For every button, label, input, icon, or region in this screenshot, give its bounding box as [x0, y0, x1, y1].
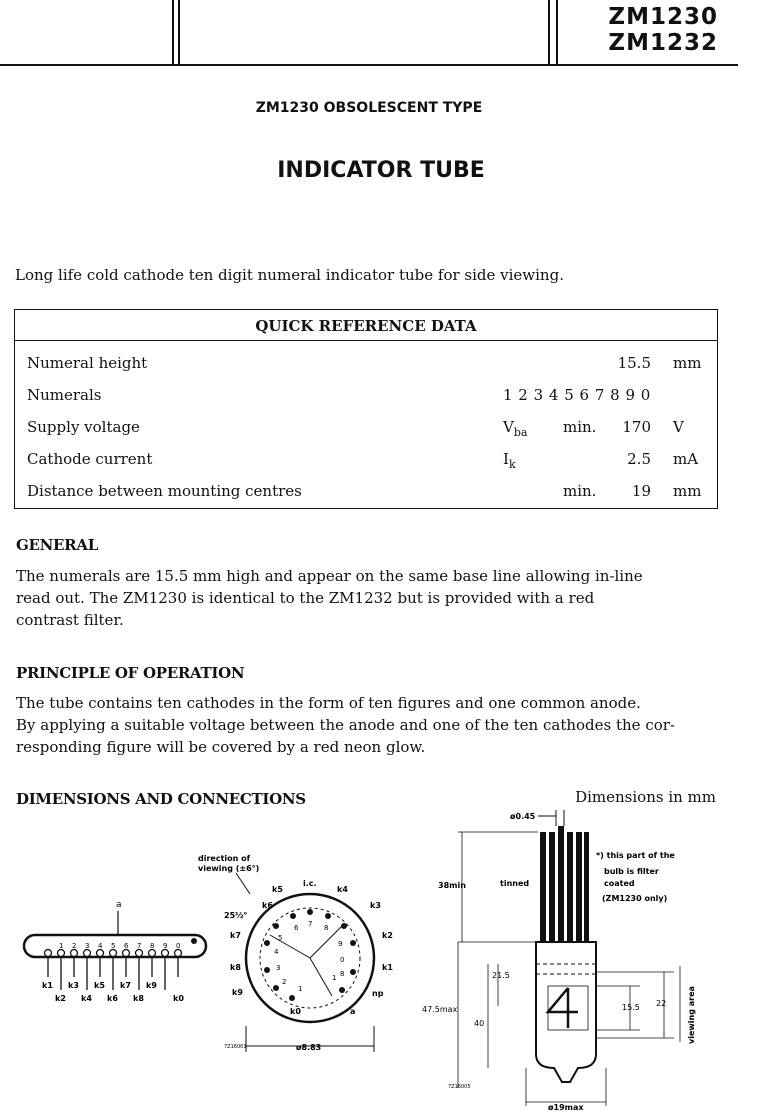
pin-label: k4 [81, 994, 92, 1003]
row-value: 2.5 [627, 450, 651, 468]
pin-number: 3 [276, 964, 281, 972]
header-divider [556, 0, 558, 64]
header-top-rule [0, 64, 738, 66]
pin-label: k3 [68, 981, 79, 990]
angle-label: 25½° [224, 911, 248, 920]
pin-number: 5 [278, 934, 283, 942]
dim-475: 47.5max [422, 1005, 458, 1014]
filter-note [596, 851, 675, 903]
pin-number: 2 [282, 978, 287, 986]
model-number: ZM1232 [608, 30, 718, 56]
anode-pin [191, 938, 197, 944]
tinned-label: tinned [500, 879, 530, 888]
pin-label: k0 [173, 994, 184, 1003]
dim-155: 15.5 [622, 1003, 640, 1012]
base-pin-drawing [20, 895, 210, 1015]
header-divider [178, 0, 180, 64]
text-line: read out. The ZM1230 is identical to the ZM1232 but is provided with a red [16, 589, 595, 607]
text-line: The tube contains ten cathodes in the form of ten figures and one common anode. [16, 694, 641, 712]
pin-label: k5 [272, 885, 283, 894]
circle-diameter: ø8.83 [296, 1043, 322, 1052]
inner-pin-numbers [274, 920, 344, 993]
page-title: INDICATOR TUBE [277, 158, 485, 183]
quick-reference-table [14, 309, 718, 509]
bottom-diameter: ø19max [548, 1103, 584, 1112]
row-value: 170 [622, 418, 651, 436]
model-number: ZM1230 [608, 4, 718, 30]
drawing-ref: 7Z16001 [224, 1044, 247, 1050]
pin-label: k8 [230, 963, 241, 972]
symbol-letter: V [503, 418, 514, 436]
text-line: contrast filter. [16, 611, 124, 629]
pin-label: k7 [120, 981, 131, 990]
dim-215: 21.5 [492, 971, 510, 980]
row-label: Numerals [27, 386, 102, 404]
pin-label: np [372, 989, 384, 998]
pin-label: a [350, 1007, 356, 1016]
header-divider [548, 0, 550, 64]
pin-number: 6 [294, 924, 299, 932]
pin-label: 5 [111, 942, 116, 950]
pin-label: 9 [163, 942, 168, 950]
pin-label: k9 [232, 988, 243, 997]
length-dim: 38min [438, 881, 466, 890]
pin-circle-drawing [198, 848, 410, 1058]
dim-40: 40 [474, 1019, 485, 1028]
pin-label: k6 [262, 901, 273, 910]
outer-pin-labels [230, 885, 393, 1016]
table-row [15, 443, 717, 475]
pin-number: 1 [298, 985, 303, 993]
anode-label: a [116, 900, 122, 910]
pin-number: 9 [338, 940, 343, 948]
pin-label: k7 [230, 931, 241, 940]
pin-number: 7 [308, 920, 313, 928]
row-unit: mm [673, 482, 702, 500]
row-label: Distance between mounting centres [27, 482, 302, 500]
pin-number: 1 [332, 974, 337, 982]
text-line: The numerals are 15.5 mm high and appear on the same base line allowing in-line [16, 567, 643, 585]
pin-top-labels [59, 942, 180, 950]
pin-row [45, 950, 182, 957]
dim-22: 22 [656, 999, 667, 1008]
lead-wires [540, 826, 589, 942]
note-line: (ZM1230 only) [602, 894, 668, 903]
pin-label: k3 [370, 901, 381, 910]
pin-label: 6 [124, 942, 129, 950]
general-text [16, 565, 721, 631]
section-heading-principle: PRINCIPLE OF OPERATION [16, 664, 245, 682]
pin-label: 8 [150, 942, 155, 950]
quick-reference-title: QUICK REFERENCE DATA [15, 310, 717, 341]
pin-number: 0 [340, 956, 345, 964]
numerals-list: 1 2 3 4 5 6 7 8 9 0 [503, 386, 651, 404]
pin-label: k0 [290, 1007, 301, 1016]
viewing-note: viewing (±6°) [198, 864, 260, 873]
row-unit: V [673, 418, 684, 436]
pin-number: 4 [274, 948, 279, 956]
viewing-area-label: viewing area [687, 986, 696, 1044]
pin-label: k1 [42, 981, 53, 990]
tube-side-view [418, 806, 718, 1112]
text-line: By applying a suitable voltage between the anode and one of the ten cathodes the cor- [16, 716, 675, 734]
pin-label: k9 [146, 981, 157, 990]
viewing-note: direction of [198, 854, 251, 863]
row-qualifier: min. [563, 418, 597, 436]
pin-label: k4 [337, 885, 348, 894]
obsolescent-note: ZM1230 OBSOLESCENT TYPE [255, 100, 483, 116]
row-value: 19 [631, 482, 651, 500]
symbol-subscript: k [508, 458, 516, 471]
pin-label: k2 [55, 994, 66, 1003]
row-value: 15.5 [617, 354, 651, 372]
pin-number: 8 [324, 924, 329, 932]
principle-text [16, 692, 721, 758]
note-line: coated [604, 879, 635, 888]
table-row [15, 475, 717, 507]
note-line: *) this part of the [596, 851, 675, 860]
pin-label: 7 [137, 942, 142, 950]
row-qualifier: min. [563, 482, 597, 500]
pin-label: k5 [94, 981, 105, 990]
pin-label: k1 [382, 963, 393, 972]
section-heading-general: GENERAL [16, 536, 98, 554]
section-heading-dimensions: DIMENSIONS AND CONNECTIONS [16, 790, 306, 808]
ic-label: i.c. [303, 879, 317, 888]
row-label: Numeral height [27, 354, 148, 372]
row-unit: mm [673, 354, 702, 372]
symbol-subscript: ba [513, 426, 528, 439]
numeral-glyph [548, 988, 578, 1028]
header-divider [172, 0, 174, 64]
wire-diameter: ø0.45 [510, 812, 536, 821]
row-unit: mA [673, 450, 699, 468]
table-row [15, 347, 717, 379]
table-row [15, 411, 717, 443]
note-line: bulb is filter [604, 867, 659, 876]
pin-label: 1 [59, 942, 64, 950]
pin-label: 4 [98, 942, 103, 950]
row-label: Supply voltage [27, 418, 140, 436]
intro-text: Long life cold cathode ten digit numeral indicator tube for side viewing. [15, 266, 564, 284]
drawing-ref: 7Z16005 [448, 1084, 471, 1090]
pin-label: k2 [382, 931, 393, 940]
row-label: Cathode current [27, 450, 153, 468]
pin-label: 0 [176, 942, 181, 950]
text-line: responding figure will be covered by a red neon glow. [16, 738, 426, 756]
pin-label: k8 [133, 994, 144, 1003]
symbol-letter: I [503, 450, 509, 468]
pin-label: k6 [107, 994, 118, 1003]
pin-number: 8 [340, 970, 345, 978]
pin-label: 2 [72, 942, 77, 950]
table-row [15, 379, 717, 411]
pin-label: 3 [85, 942, 90, 950]
units-note: Dimensions in mm [575, 788, 716, 806]
